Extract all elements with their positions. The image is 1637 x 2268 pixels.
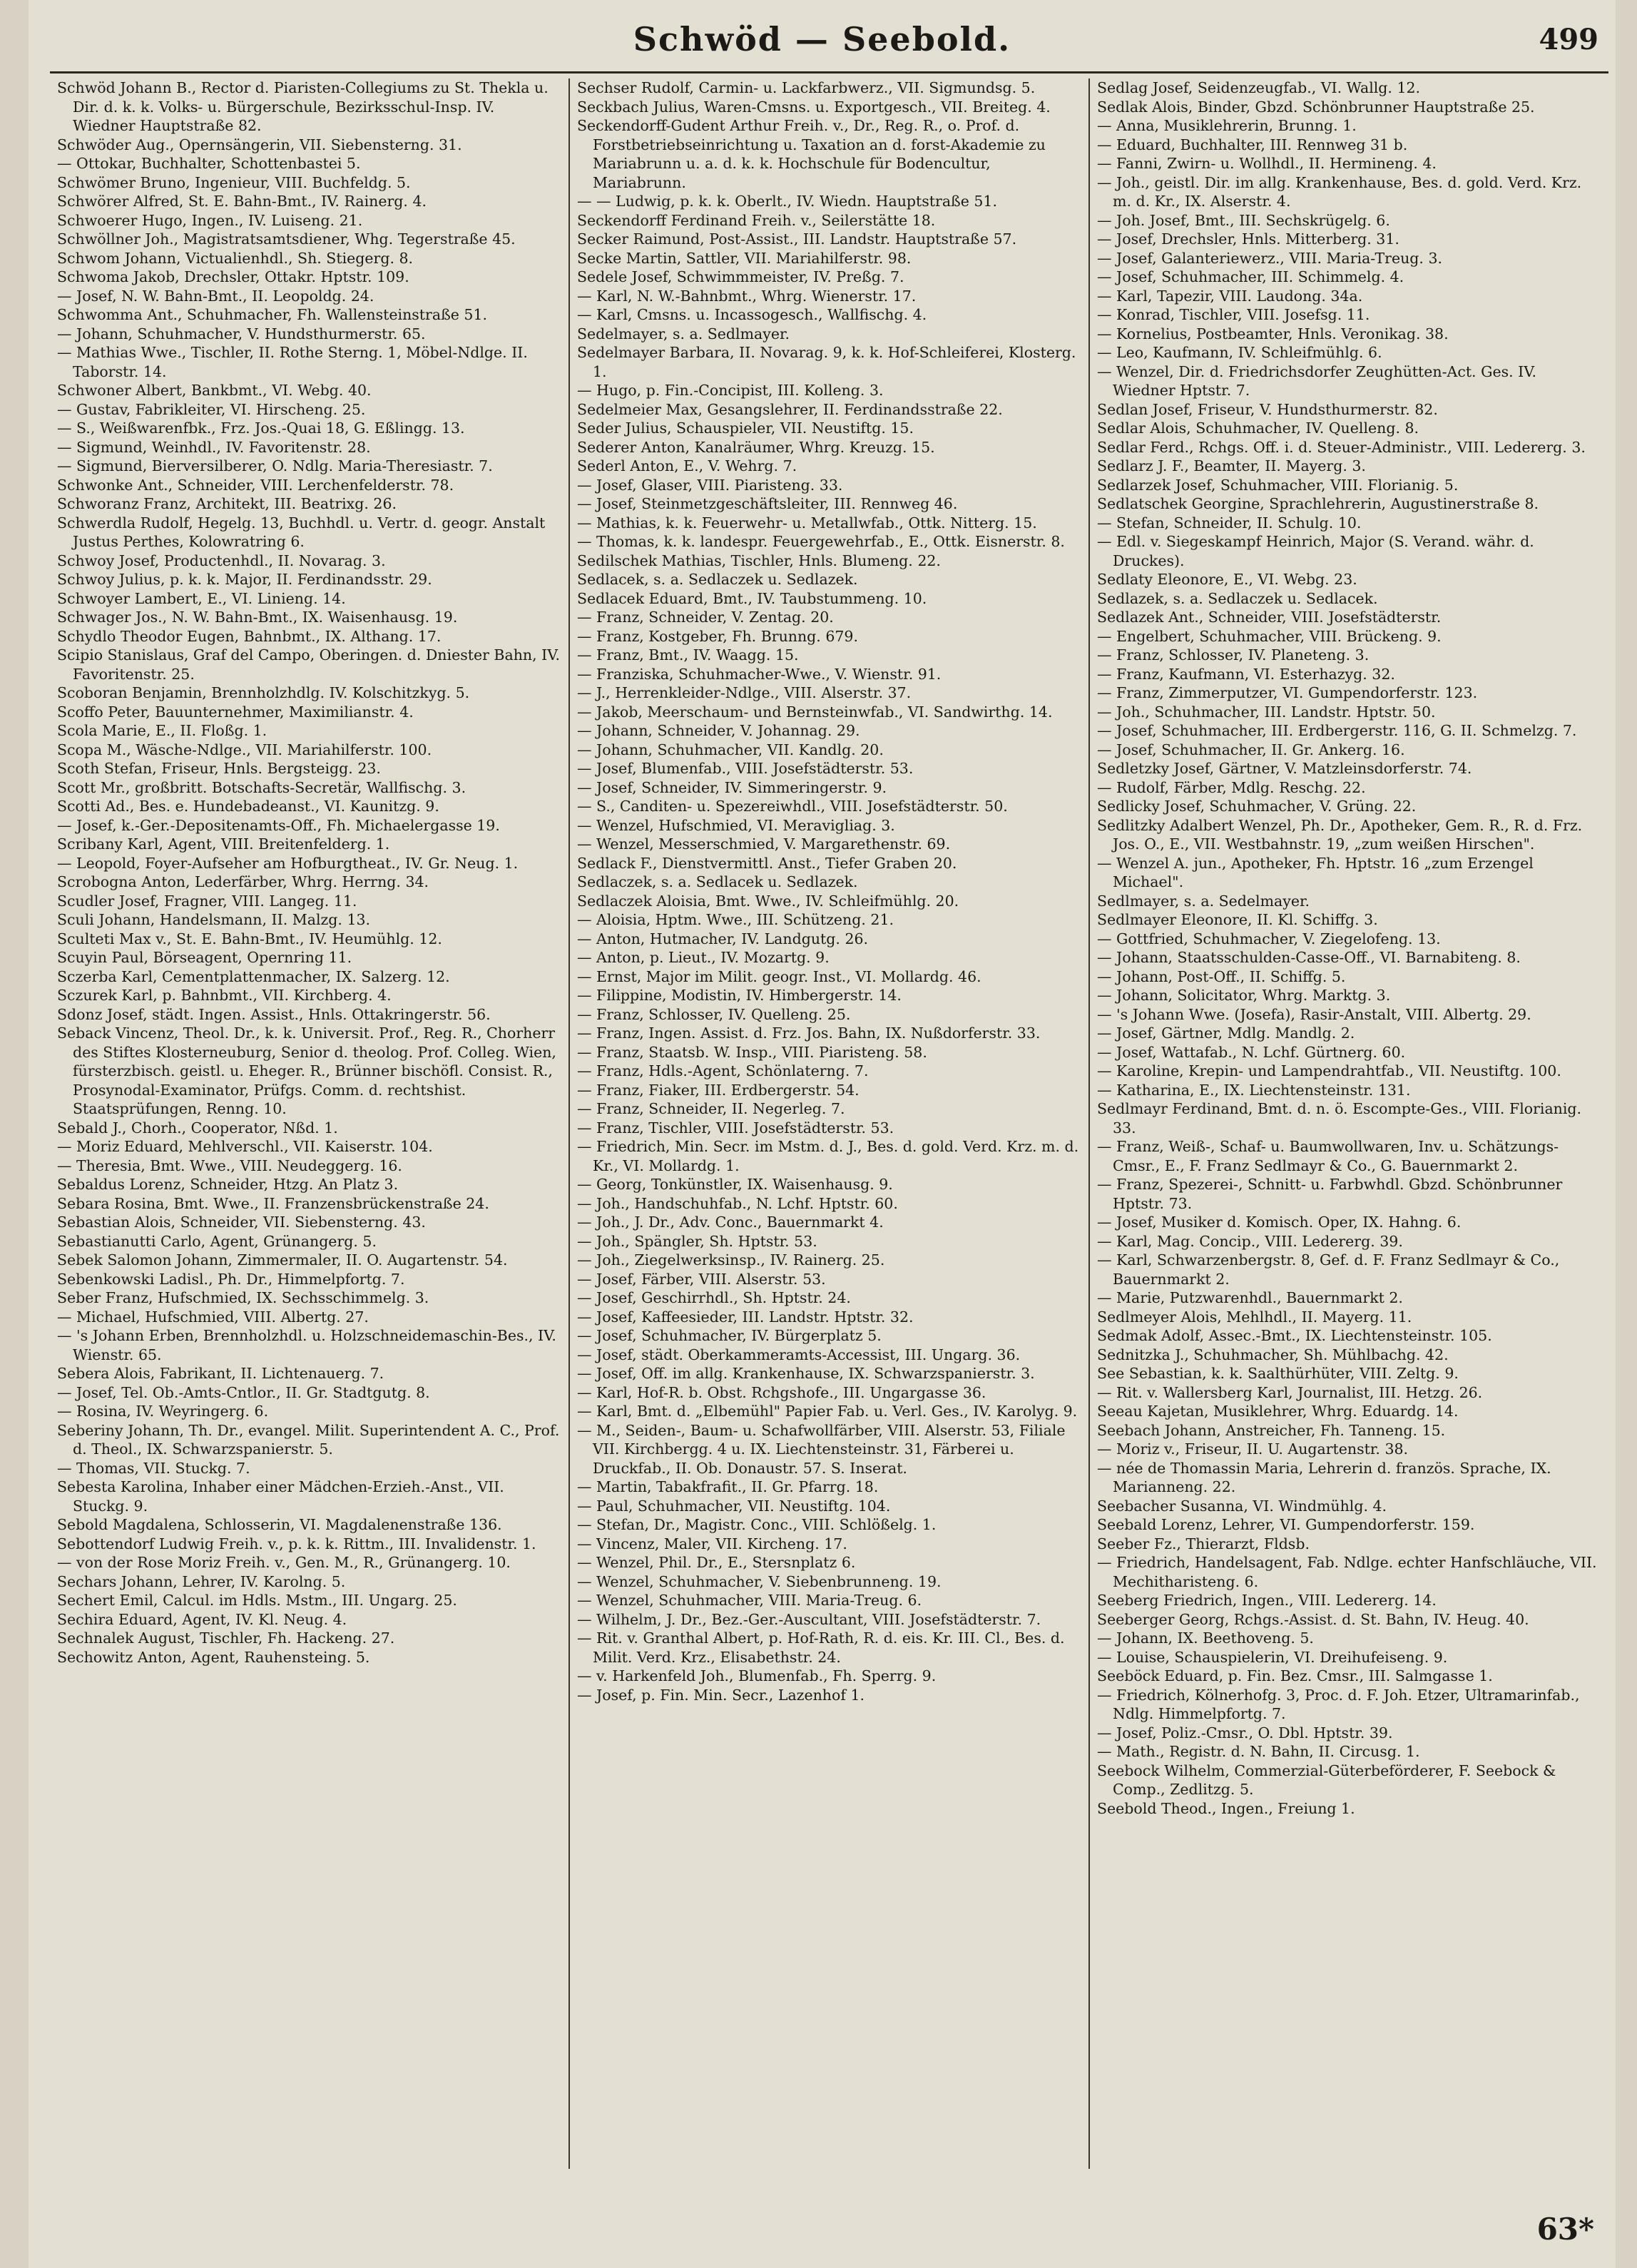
directory-entry: — Johann, Solicitator, Whrg. Marktg. 3. [1097,987,1391,1004]
directory-entry: Schwom Johann, Victualienhdl., Sh. Stiegerg. 8. [57,249,414,267]
directory-entry: — Josef, Wattafab., N. Lchf. Gürtnerg. 60. [1097,1043,1406,1061]
directory-entry: Schwoy Julius, p. k. k. Major, II. Ferdinandsstr. 29. [57,571,432,588]
directory-entry: Secke Martin, Sattler, VII. Mariahilferstr. 98. [577,249,912,267]
directory-entry: Scrobogna Anton, Lederfärber, Whrg. Herrng. 34. [57,873,429,890]
directory-entry: Seckendorff Ferdinand Freih. v., Seilerstätte 18. [577,211,936,229]
directory-entry: — Anton, p. Lieut., IV. Mozartg. 9. [577,949,830,966]
directory-entry: Scopa M., Wäsche-Ndlge., VII. Mariahilferstr. 100. [57,741,432,758]
header-rule [50,71,1608,73]
directory-entry: Sculi Johann, Handelsmann, II. Malzg. 13. [57,911,371,928]
directory-entry: — Karoline, Krepin- und Lampendrahtfab., VII. Neustiftg. 100. [1097,1062,1561,1079]
directory-entry: — Franz, Schneider, II. Negerleg. 7. [577,1100,845,1117]
directory-entry: Sebastianutti Carlo, Agent, Grünangerg. 5. [57,1232,377,1250]
directory-entry: — Johann, Schneider, V. Johannag. 29. [577,722,860,739]
directory-entry: Seckendorff-Gudent Arthur Freih. v., Dr., Reg. R., o. Prof. d. Forstbetriebseinrichtung u. Taxation an d. forst-Akademie zu Mariabrunn u. a. d. k. k. Hochschule für Bodencultur, Mariabrunn. [577,117,1046,191]
directory-entry: — Engelbert, Schuhmacher, VIII. Brückeng. 9. [1097,627,1442,645]
directory-entry: — Josef, Tel. Ob.-Amts-Cntlor., II. Gr. Stadtgutg. 8. [57,1383,430,1401]
signature-mark: 63* [1536,2212,1594,2247]
directory-entry: — Friedrich, Kölnerhofg. 3, Proc. d. F. Joh. Etzer, Ultramarinfab., Ndlg. Himmelpfortg. 7. [1097,1686,1580,1722]
directory-entry: Schwöder Aug., Opernsängerin, VII. Siebensterng. 31. [57,136,462,153]
directory-entry: Sedmak Adolf, Assec.-Bmt., IX. Liechtensteinstr. 105. [1097,1327,1492,1344]
directory-entry: — Mathias Wwe., Tischler, II. Rothe Sterng. 1, Möbel-Ndlge. II. Taborstr. 14. [57,344,528,380]
directory-entry: Sedilschek Mathias, Tischler, Hnls. Blumeng. 22. [577,551,941,569]
directory-entry: — Johann, Staatsschulden-Casse-Off., VI. Barnabiteng. 8. [1097,949,1521,966]
directory-entry: Secker Raimund, Post-Assist., III. Landstr. Hauptstraße 57. [577,230,1017,248]
directory-entry: — Joh., J. Dr., Adv. Conc., Bauernmarkt 4. [577,1214,884,1231]
directory-entry: — Josef, N. W. Bahn-Bmt., II. Leopoldg. 24. [57,287,374,305]
directory-entry: — Franz, Hdls.-Agent, Schönlaterng. 7. [577,1062,869,1079]
directory-entry: — Joh., geistl. Dir. im allg. Krankenhause, Bes. d. gold. Verd. Krz. m. d. Kr., IX. Alserstr. 4. [1097,173,1582,210]
directory-entry: — Jakob, Meerschaum- und Bernsteinwfab., VI. Sandwirthg. 14. [577,703,1053,721]
directory-entry: — Josef, Schuhmacher, III. Schimmelg. 4. [1097,268,1404,285]
directory-entry: Seeau Kajetan, Musiklehrer, Whrg. Eduardg. 14. [1097,1403,1459,1420]
directory-entry: Seber Franz, Hufschmied, IX. Sechsschimmelg. 3. [57,1289,429,1306]
directory-entry: Schwoy Josef, Productenhdl., II. Novarag. 3. [57,551,386,569]
directory-entry: Seebach Johann, Anstreicher, Fh. Tanneng. 15. [1097,1421,1446,1439]
directory-entry: Schwager Jos., N. W. Bahn-Bmt., IX. Waisenhausg. 19. [57,609,458,626]
directory-entry: — Mathias, k. k. Feuerwehr- u. Metallwfab., Ottk. Nitterg. 15. [577,514,1037,532]
directory-entry: — Martin, Tabakfrafit., II. Gr. Pfarrg. 18. [577,1478,879,1495]
directory-entry: — Ernst, Major im Milit. geogr. Inst., VI. Mollardg. 46. [577,967,981,985]
directory-entry: — Rit. v. Granthal Albert, p. Hof-Rath, R. d. eis. Kr. III. Cl., Bes. d. Milit. Verd. Krz., Elisabethstr. 24. [577,1629,1065,1666]
directory-entry: — Ottokar, Buchhalter, Schottenbastei 5. [57,155,361,172]
directory-entry: — Stefan, Dr., Magistr. Conc., VIII. Schlößelg. 1. [577,1516,937,1533]
directory-entry: — Anna, Musiklehrerin, Brunng. 1. [1097,117,1357,134]
directory-entry: Sebenkowski Ladisl., Ph. Dr., Himmelpfortg. 7. [57,1270,405,1288]
directory-entry: — Josef, Drechsler, Hnls. Mitterberg. 31. [1097,230,1399,248]
directory-entry: Sedlan Josef, Friseur, V. Hundsthurmerstr. 82. [1097,400,1438,418]
directory-entry: — Franz, Schlosser, IV. Quelleng. 25. [577,1005,851,1023]
directory-entry: — née de Thomassin Maria, Lehrerin d. französ. Sprache, IX. Marianneng. 22. [1097,1459,1551,1495]
directory-entry: Seckbach Julius, Waren-Cmsns. u. Exportgesch., VII. Breiteg. 4. [577,98,1051,116]
directory-entry: Sebald J., Chorh., Cooperator, Nßd. 1. [57,1119,338,1136]
directory-entry: — Josef, Kaffeesieder, III. Landstr. Hptstr. 32. [577,1308,914,1326]
directory-entry: — 's Johann Wwe. (Josefa), Rasir-Anstalt, VIII. Albertg. 29. [1097,1005,1531,1023]
directory-entry: Sedelmayer Barbara, II. Novarag. 9, k. k. Hof-Schleiferei, Klosterg. 1. [577,344,1076,380]
directory-entry: Sebaldus Lorenz, Schneider, Htzg. An Platz 3. [57,1176,399,1193]
directory-entry: — v. Harkenfeld Joh., Blumenfab., Fh. Sperrg. 9. [577,1667,937,1684]
directory-entry: Scoboran Benjamin, Brennholzhdlg. IV. Kolschitzkyg. 5. [57,684,470,701]
directory-entry: — Josef, Schuhmacher, II. Gr. Ankerg. 16. [1097,741,1405,758]
directory-entry: — Karl, Tapezir, VIII. Laudong. 34a. [1097,287,1363,305]
directory-entry: Sedlitzky Adalbert Wenzel, Ph. Dr., Apotheker, Gem. R., R. d. Frz. Jos. O., E., VII. Westbahnstr. 19, „zum weißen Hirschen". [1097,816,1583,853]
directory-entry: Seebock Wilhelm, Commerzial-Güterbeförderer, F. Seebock & Comp., Zedlitzg. 5. [1097,1761,1556,1798]
directory-entry: Schwoma Jakob, Drechsler, Ottakr. Hptstr. 109. [57,268,409,285]
directory-entry: Sechars Johann, Lehrer, IV. Karolng. 5. [57,1572,346,1590]
directory-entry: Schwoner Albert, Bankbmt., VI. Webg. 40. [57,382,372,399]
directory-entry: Sednitzka J., Schuhmacher, Sh. Mühlbachg. 42. [1097,1346,1449,1363]
directory-entry: Sechowitz Anton, Agent, Rauhensteing. 5. [57,1648,370,1666]
directory-entry: — Joh., Handschuhfab., N. Lchf. Hptstr. 60. [577,1194,898,1212]
directory-entry: Sechert Emil, Calcul. im Hdls. Mstm., III. Ungarg. 25. [57,1592,457,1609]
directory-entry: Schwöllner Joh., Magistratsamtsdiener, Whg. Tegerstraße 45. [57,230,516,248]
directory-entry: Scuyin Paul, Börseagent, Opernring 11. [57,949,352,966]
directory-entry: — Karl, Hof-R. b. Obst. Rchgshofe., III. Ungargasse 36. [577,1383,986,1401]
directory-entry: Scipio Stanislaus, Graf del Campo, Oberingen. d. Dniester Bahn, IV. Favoritenstr. 25. [57,646,560,683]
directory-entry: — S., Canditen- u. Spezereiwhdl., VIII. Josefstädterstr. 50. [577,798,1008,815]
directory-entry: — Josef, Glaser, VIII. Piaristeng. 33. [577,476,843,494]
directory-entry: — Rit. v. Wallersberg Karl, Journalist, III. Hetzg. 26. [1097,1383,1483,1401]
directory-entry: — S., Weißwarenfbk., Frz. Jos.-Quai 18, G. Eßlingg. 13. [57,419,465,437]
entry-columns [50,78,1608,2169]
directory-entry: — Josef, Galanteriewerz., VIII. Maria-Treug. 3. [1097,249,1443,267]
directory-entry: — Franz, Schlosser, IV. Planeteng. 3. [1097,646,1370,663]
directory-entry: Sedlmeyer Alois, Mehlhdl., II. Mayerg. 11. [1097,1308,1412,1326]
directory-entry: — Sigmund, Weinhdl., IV. Favoritenstr. 28. [57,438,371,456]
directory-entry: — Franz, Tischler, VIII. Josefstädterstr. 53. [577,1119,894,1136]
directory-entry: — Karl, Bmt. d. „Elbemühl" Papier Fab. u. Verl. Ges., IV. Karolyg. 9. [577,1403,1078,1420]
directory-entry: Scudler Josef, Fragner, VIII. Langeg. 11. [57,892,357,910]
directory-entry: Sedelmeier Max, Gesangslehrer, II. Ferdinandsstraße 22. [577,400,1003,418]
directory-entry: — Fanni, Zwirn- u. Wollhdl., II. Hermineng. 4. [1097,155,1437,172]
directory-entry: Sedlazek Ant., Schneider, VIII. Josefstädterstr. [1097,609,1442,626]
directory-entry: Sederl Anton, E., V. Wehrg. 7. [577,457,797,474]
page-title: Schwöd — Seebold. [633,20,1011,59]
directory-entry: — Rudolf, Färber, Mdlg. Reschg. 22. [1097,778,1366,796]
directory-entry: — Joh., Ziegelwerksinsp., IV. Rainerg. 25. [577,1251,885,1268]
directory-entry: See Sebastian, k. k. Saalthürhüter, VIII. Zeltg. 9. [1097,1365,1459,1382]
directory-entry: Sebara Rosina, Bmt. Wwe., II. Franzensbrückenstraße 24. [57,1194,489,1212]
directory-entry: Scola Marie, E., II. Floßg. 1. [57,722,267,739]
directory-entry: — Aloisia, Hptm. Wwe., III. Schützeng. 21. [577,911,894,928]
directory-entry: — Anton, Hutmacher, IV. Landgutg. 26. [577,930,869,947]
directory-entry: Sczerba Karl, Cementplattenmacher, IX. Salzerg. 12. [57,967,450,985]
directory-entry: — Josef, k.-Ger.-Depositenamts-Off., Fh. Michaelergasse 19. [57,816,500,834]
directory-entry: Seebald Lorenz, Lehrer, VI. Gumpendorferstr. 159. [1097,1516,1475,1533]
directory-entry: — Leo, Kaufmann, IV. Schleifmühlg. 6. [1097,344,1382,361]
directory-entry: — Franz, Spezerei-, Schnitt- u. Farbwhdl. Gbzd. Schönbrunner Hptstr. 73. [1097,1176,1563,1212]
directory-entry: Schwoyer Lambert, E., VI. Linieng. 14. [57,589,346,607]
directory-entry: — Josef, Musiker d. Komisch. Oper, IX. Hahng. 6. [1097,1214,1462,1231]
directory-entry: Sedlacek, s. a. Sedlaczek u. Sedlazek. [577,571,858,588]
column-left [50,78,568,2169]
directory-entry: — Vincenz, Maler, VII. Kircheng. 17. [577,1535,847,1552]
directory-entry: Sedlar Ferd., Rchgs. Off. i. d. Steuer-Administr., VIII. Ledererg. 3. [1097,438,1586,456]
directory-entry: Sedelmayer, s. a. Sedlmayer. [577,325,790,342]
directory-entry: — Josef, Geschirrhdl., Sh. Hptstr. 24. [577,1289,851,1306]
directory-entry: Sedlatschek Georgine, Sprachlehrerin, Augustinerstraße 8. [1097,495,1539,512]
directory-entry: Sedele Josef, Schwimmmeister, IV. Preßg. 7. [577,268,904,285]
directory-entry: — Edl. v. Siegeskampf Heinrich, Major (S. Verand. währ. d. Druckes). [1097,533,1534,569]
directory-entry: — Friedrich, Handelsagent, Fab. Ndlge. echter Hanfschläuche, VII. Mechitharisteng. 6. [1097,1554,1597,1590]
directory-entry: — Joh., Spängler, Sh. Hptstr. 53. [577,1232,817,1250]
directory-entry: Sedlmayer Eleonore, II. Kl. Schiffg. 3. [1097,911,1378,928]
directory-entry: — J., Herrenkleider-Ndlge., VIII. Alserstr. 37. [577,684,912,701]
directory-entry: — Josef, p. Fin. Min. Secr., Lazenhof 1. [577,1686,865,1704]
directory-entry: — Josef, Poliz.-Cmsr., O. Dbl. Hptstr. 39. [1097,1724,1393,1741]
directory-entry: Sebottendorf Ludwig Freih. v., p. k. k. Rittm., III. Invalidenstr. 1. [57,1535,536,1552]
directory-entry: — Kornelius, Postbeamter, Hnls. Veronikag. 38. [1097,325,1449,342]
directory-entry: — Stefan, Schneider, II. Schulg. 10. [1097,514,1362,532]
directory-entry: Schwörer Alfred, St. E. Bahn-Bmt., IV. Rainerg. 4. [57,193,427,210]
directory-entry: — Johann, Schuhmacher, V. Hundsthurmerstr. 65. [57,325,426,342]
directory-entry: Sedlicky Josef, Schuhmacher, V. Grüng. 22. [1097,798,1417,815]
directory-entry: — Franz, Bmt., IV. Waagg. 15. [577,646,799,663]
directory-entry: — von der Rose Moriz Freih. v., Gen. M., R., Grünangerg. 10. [57,1554,511,1571]
directory-entry: — Paul, Schuhmacher, VII. Neustiftg. 104. [577,1497,891,1515]
directory-entry: — Moriz Eduard, Mehlverschl., VII. Kaiserstr. 104. [57,1138,433,1155]
directory-entry: — Hugo, p. Fin.-Concipist, III. Kolleng. 3. [577,382,884,399]
column-middle [568,78,1088,2169]
directory-entry: Schwömer Bruno, Ingenieur, VIII. Buchfeldg. 5. [57,173,411,191]
directory-entry: — Gustav, Fabrikleiter, VI. Hirscheng. 25. [57,400,366,418]
directory-entry: Sedlmayr Ferdinand, Bmt. d. n. ö. Escompte-Ges., VIII. Florianig. 33. [1097,1100,1582,1136]
directory-entry: Schwöd Johann B., Rector d. Piaristen-Collegiums zu St. Thekla u. Dir. d. k. k. Volks- u. Bürgerschule, Bezirksschul-Insp. IV. Wiedner Hauptstraße 82. [57,79,549,134]
directory-entry: — Wenzel, Messerschmied, V. Margarethenstr. 69. [577,835,951,853]
directory-entry: — Theresia, Bmt. Wwe., VIII. Neudeggerg. 16. [57,1156,402,1174]
directory-entry: — Josef, Schneider, IV. Simmeringerstr. 9. [577,778,887,796]
directory-entry: — Franziska, Schuhmacher-Wwe., V. Wienstr. 91. [577,665,942,683]
directory-entry: — Franz, Kostgeber, Fh. Brunng. 679. [577,627,858,645]
directory-entry: Scribany Karl, Agent, VIII. Breitenfelderg. 1. [57,835,390,853]
directory-entry: — Thomas, k. k. landespr. Feuergewehrfab., E., Ottk. Eisnerstr. 8. [577,533,1065,550]
directory-entry: Sebastian Alois, Schneider, VII. Siebensterng. 43. [57,1214,426,1231]
directory-entry: — Eduard, Buchhalter, III. Rennweg 31 b. [1097,136,1408,153]
directory-entry: — Math., Registr. d. N. Bahn, II. Circusg. 1. [1097,1743,1420,1760]
directory-entry: Sedlazek, s. a. Sedlaczek u. Sedlacek. [1097,589,1378,607]
directory-entry: — Franz, Kaufmann, VI. Esterhazyg. 32. [1097,665,1395,683]
column-right [1088,78,1608,2169]
directory-entry: Sedlak Alois, Binder, Gbzd. Schönbrunner Hauptstraße 25. [1097,98,1535,116]
directory-entry: Sedlar Alois, Schuhmacher, IV. Quelleng. 8. [1097,419,1419,437]
directory-entry: — Josef, Blumenfab., VIII. Josefstädterstr. 53. [577,760,914,777]
directory-entry: — Karl, N. W.-Bahnbmt., Whrg. Wienerstr. 17. [577,287,917,305]
directory-entry: — Wenzel, Schuhmacher, VIII. Maria-Treug. 6. [577,1592,922,1609]
directory-entry: Seeberg Friedrich, Ingen., VIII. Ledererg. 14. [1097,1592,1437,1609]
directory-entry: — Josef, städt. Oberkammeramts-Accessist, III. Ungarg. 36. [577,1346,1021,1363]
directory-entry: — Franz, Weiß-, Schaf- u. Baumwollwaren, Inv. u. Schätzungs-Cmsr., E., F. Franz Sedlmayr & Co., G. Bauernmarkt 2. [1097,1138,1559,1174]
directory-entry: Sebera Alois, Fabrikant, II. Lichtenauerg. 7. [57,1365,384,1382]
directory-entry: Sechnalek August, Tischler, Fh. Hackeng. 27. [57,1629,395,1647]
directory-entry: Seeberger Georg, Rchgs.-Assist. d. St. Bahn, IV. Heug. 40. [1097,1610,1529,1628]
directory-entry: — Karl, Mag. Concip., VIII. Ledererg. 39. [1097,1232,1403,1250]
directory-entry: Sedlaczek, s. a. Sedlacek u. Sedlazek. [577,873,858,890]
directory-entry: Seberiny Johann, Th. Dr., evangel. Milit. Superintendent A. C., Prof. d. Theol., IX. Schwarzspanierstr. 5. [57,1421,560,1458]
directory-entry: — Wenzel, Phil. Dr., E., Stersnplatz 6. [577,1554,856,1571]
directory-entry: Sedlaty Eleonore, E., VI. Webg. 23. [1097,571,1357,588]
directory-entry: — Wenzel, Schuhmacher, V. Siebenbrunneng. 19. [577,1572,942,1590]
directory-entry: — Wenzel, Dir. d. Friedrichsdorfer Zeughütten-Act. Ges. IV. Wiedner Hptstr. 7. [1097,362,1536,399]
directory-entry: Sedlacek Eduard, Bmt., IV. Taubstummeng. 10. [577,589,927,607]
directory-entry: — Georg, Tonkünstler, IX. Waisenhausg. 9. [577,1176,893,1193]
directory-entry: Schwonke Ant., Schneider, VIII. Lerchenfelderstr. 78. [57,476,454,494]
directory-entry: Sedletzky Josef, Gärtner, V. Matzleinsdorferstr. 74. [1097,760,1472,777]
directory-entry: — Katharina, E., IX. Liechtensteinstr. 131. [1097,1081,1411,1099]
directory-entry: Schydlo Theodor Eugen, Bahnbmt., IX. Althang. 17. [57,627,442,645]
directory-entry: Seebacher Susanna, VI. Windmühlg. 4. [1097,1497,1387,1515]
directory-entry: — Wenzel A. jun., Apotheker, Fh. Hptstr. 16 „zum Erzengel Michael". [1097,854,1534,890]
directory-entry: — Josef, Gärtner, Mdlg. Mandlg. 2. [1097,1024,1355,1042]
directory-entry: — Johann, Post-Off., II. Schiffg. 5. [1097,967,1346,985]
directory-entry: — Moriz v., Friseur, II. U. Augartenstr. 38. [1097,1440,1409,1458]
directory-entry: Sczurek Karl, p. Bahnbmt., VII. Kirchberg. 4. [57,987,392,1004]
directory-entry: Sedlack F., Dienstvermittl. Anst., Tiefer Graben 20. [577,854,957,872]
directory-entry: Sebold Magdalena, Schlosserin, VI. Magdalenenstraße 136. [57,1516,502,1533]
directory-entry: — Joh. Josef, Bmt., III. Sechskrügelg. 6. [1097,211,1390,229]
directory-entry: Sedlag Josef, Seidenzeugfab., VI. Wallg. 12. [1097,79,1421,96]
directory-entry: Sederer Anton, Kanalräumer, Whrg. Kreuzg. 15. [577,438,935,456]
directory-entry: — Louise, Schauspielerin, VI. Dreihufeiseng. 9. [1097,1648,1448,1666]
directory-entry: — Wilhelm, J. Dr., Bez.-Ger.-Auscultant, VIII. Josefstädterstr. 7. [577,1610,1041,1628]
directory-entry: Seder Julius, Schauspieler, VII. Neustiftg. 15. [577,419,914,437]
directory-entry: Sedlarz J. F., Beamter, II. Mayerg. 3. [1097,457,1366,474]
directory-entry: Sebek Salomon Johann, Zimmermaler, II. O. Augartenstr. 54. [57,1251,508,1268]
directory-entry: — Johann, Schuhmacher, VII. Kandlg. 20. [577,741,884,758]
directory-entry: Schwomma Ant., Schuhmacher, Fh. Wallensteinstraße 51. [57,306,488,323]
directory-entry: Sculteti Max v., St. E. Bahn-Bmt., IV. Heumühlg. 12. [57,930,442,947]
directory-entry: Scotti Ad., Bes. e. Hundebadeanst., VI. Kaunitzg. 9. [57,798,439,815]
directory-entry: — Franz, Fiaker, III. Erdbergerstr. 54. [577,1081,860,1099]
directory-entry: — Leopold, Foyer-Aufseher am Hofburgtheat., IV. Gr. Neug. 1. [57,854,519,872]
directory-entry: Sdonz Josef, städt. Ingen. Assist., Hnls. Ottakringerstr. 56. [57,1005,491,1023]
directory-entry: — Friedrich, Min. Secr. im Mstm. d. J., Bes. d. gold. Verd. Krz. m. d. Kr., VI. Mollardg. 1. [577,1138,1079,1174]
directory-entry: Sechira Eduard, Agent, IV. Kl. Neug. 4. [57,1610,347,1628]
directory-entry: Sebesta Karolina, Inhaber einer Mädchen-Erzieh.-Anst., VII. Stuckg. 9. [57,1478,504,1515]
running-header [29,16,1616,66]
directory-entry: — Franz, Staatsb. W. Insp., VIII. Piaristeng. 58. [577,1043,927,1061]
directory-entry: — Josef, Färber, VIII. Alserstr. 53. [577,1270,826,1288]
directory-entry: — Johann, IX. Beethoveng. 5. [1097,1629,1314,1647]
directory-entry: — 's Johann Erben, Brennholzhdl. u. Holzschneidemaschin-Bes., IV. Wienstr. 65. [57,1327,556,1363]
directory-entry: — Wenzel, Hufschmied, VI. Meravigliag. 3. [577,816,895,834]
directory-entry: — — Ludwig, p. k. k. Oberlt., IV. Wiedn. Hauptstraße 51. [577,193,997,210]
directory-entry: Sedlmayer, s. a. Sedelmayer. [1097,892,1310,910]
directory-entry: Sedlaczek Aloisia, Bmt. Wwe., IV. Schleifmühlg. 20. [577,892,959,910]
directory-entry: Scott Mr., großbritt. Botschafts-Secretär, Wallfischg. 3. [57,778,466,796]
page-number: 499 [1539,23,1598,56]
directory-entry: — Karl, Schwarzenbergstr. 8, Gef. d. F. Franz Sedlmayr & Co., Bauernmarkt 2. [1097,1251,1560,1288]
directory-entry: — Josef, Off. im allg. Krankenhause, IX. Schwarzspanierstr. 3. [577,1365,1035,1382]
directory-entry: Schwoerer Hugo, Ingen., IV. Luiseng. 21. [57,211,363,229]
directory-entry: Seeböck Eduard, p. Fin. Bez. Cmsr., III. Salmgasse 1. [1097,1667,1493,1684]
directory-entry: — Gottfried, Schuhmacher, V. Ziegelofeng. 13. [1097,930,1441,947]
directory-entry: — Michael, Hufschmied, VIII. Albertg. 27. [57,1308,369,1326]
directory-entry: Schwerdla Rudolf, Hegelg. 13, Buchhdl. u. Vertr. d. geogr. Anstalt Justus Perthes, Kolowratring 6. [57,514,546,550]
directory-page [29,0,1616,2268]
directory-entry: — Franz, Zimmerputzer, VI. Gumpendorferstr. 123. [1097,684,1478,701]
directory-entry: Seebold Theod., Ingen., Freiung 1. [1097,1799,1355,1817]
directory-entry: — Rosina, IV. Weyringerg. 6. [57,1403,269,1420]
directory-entry: Seback Vincenz, Theol. Dr., k. k. Universit. Prof., Reg. R., Chorherr des Stiftes Klosterneuburg, Senior d. theolog. Prof. Colleg. Wien, fürsterzbisch. geistl. u. Eheger. R., Brünner bischöfl. Consist. R., Prosynodal-Examinator, Prüfgs. Comm. d. rechtshist. Staatsprüfungen, Renng. 10. [57,1024,556,1117]
directory-entry: Scoffo Peter, Bauunternehmer, Maximilianstr. 4. [57,703,414,721]
directory-entry: Scoth Stefan, Friseur, Hnls. Bergsteigg. 23. [57,760,381,777]
directory-entry: Seeber Fz., Thierarzt, Fldsb. [1097,1535,1310,1552]
directory-entry: — M., Seiden-, Baum- u. Schafwollfärber, VIII. Alserstr. 53, Filiale VII. Kirchbergg. 4 u. IX. Liechtensteinstr. 31, Färberei u. Druckfab., II. Ob. Donaustr. 57. S. Inserat. [577,1421,1066,1477]
directory-entry: — Sigmund, Bierversilberer, O. Ndlg. Maria-Theresiastr. 7. [57,457,493,474]
directory-entry: — Konrad, Tischler, VIII. Josefsg. 11. [1097,306,1370,323]
directory-entry: — Josef, Steinmetzgeschäftsleiter, III. Rennweg 46. [577,495,958,512]
directory-entry: — Marie, Putzwarenhdl., Bauernmarkt 2. [1097,1289,1403,1306]
directory-entry: — Franz, Schneider, V. Zentag. 20. [577,609,834,626]
directory-entry: Sechser Rudolf, Carmin- u. Lackfarbwerz., VII. Sigmundsg. 5. [577,79,1036,96]
directory-entry: Schworanz Franz, Architekt, III. Beatrixg. 26. [57,495,397,512]
directory-entry: — Filippine, Modistin, IV. Himbergerstr. 14. [577,987,902,1004]
directory-entry: — Josef, Schuhmacher, IV. Bürgerplatz 5. [577,1327,882,1344]
directory-entry: — Karl, Cmsns. u. Incassogesch., Wallfischg. 4. [577,306,927,323]
directory-entry: Sedlarzek Josef, Schuhmacher, VIII. Florianig. 5. [1097,476,1459,494]
directory-entry: — Franz, Ingen. Assist. d. Frz. Jos. Bahn, IX. Nußdorferstr. 33. [577,1024,1041,1042]
directory-entry: — Joh., Schuhmacher, III. Landstr. Hptstr. 50. [1097,703,1436,721]
directory-entry: — Thomas, VII. Stuckg. 7. [57,1459,250,1477]
directory-entry: — Josef, Schuhmacher, III. Erdbergerstr. 116, G. II. Schmelzg. 7. [1097,722,1577,739]
